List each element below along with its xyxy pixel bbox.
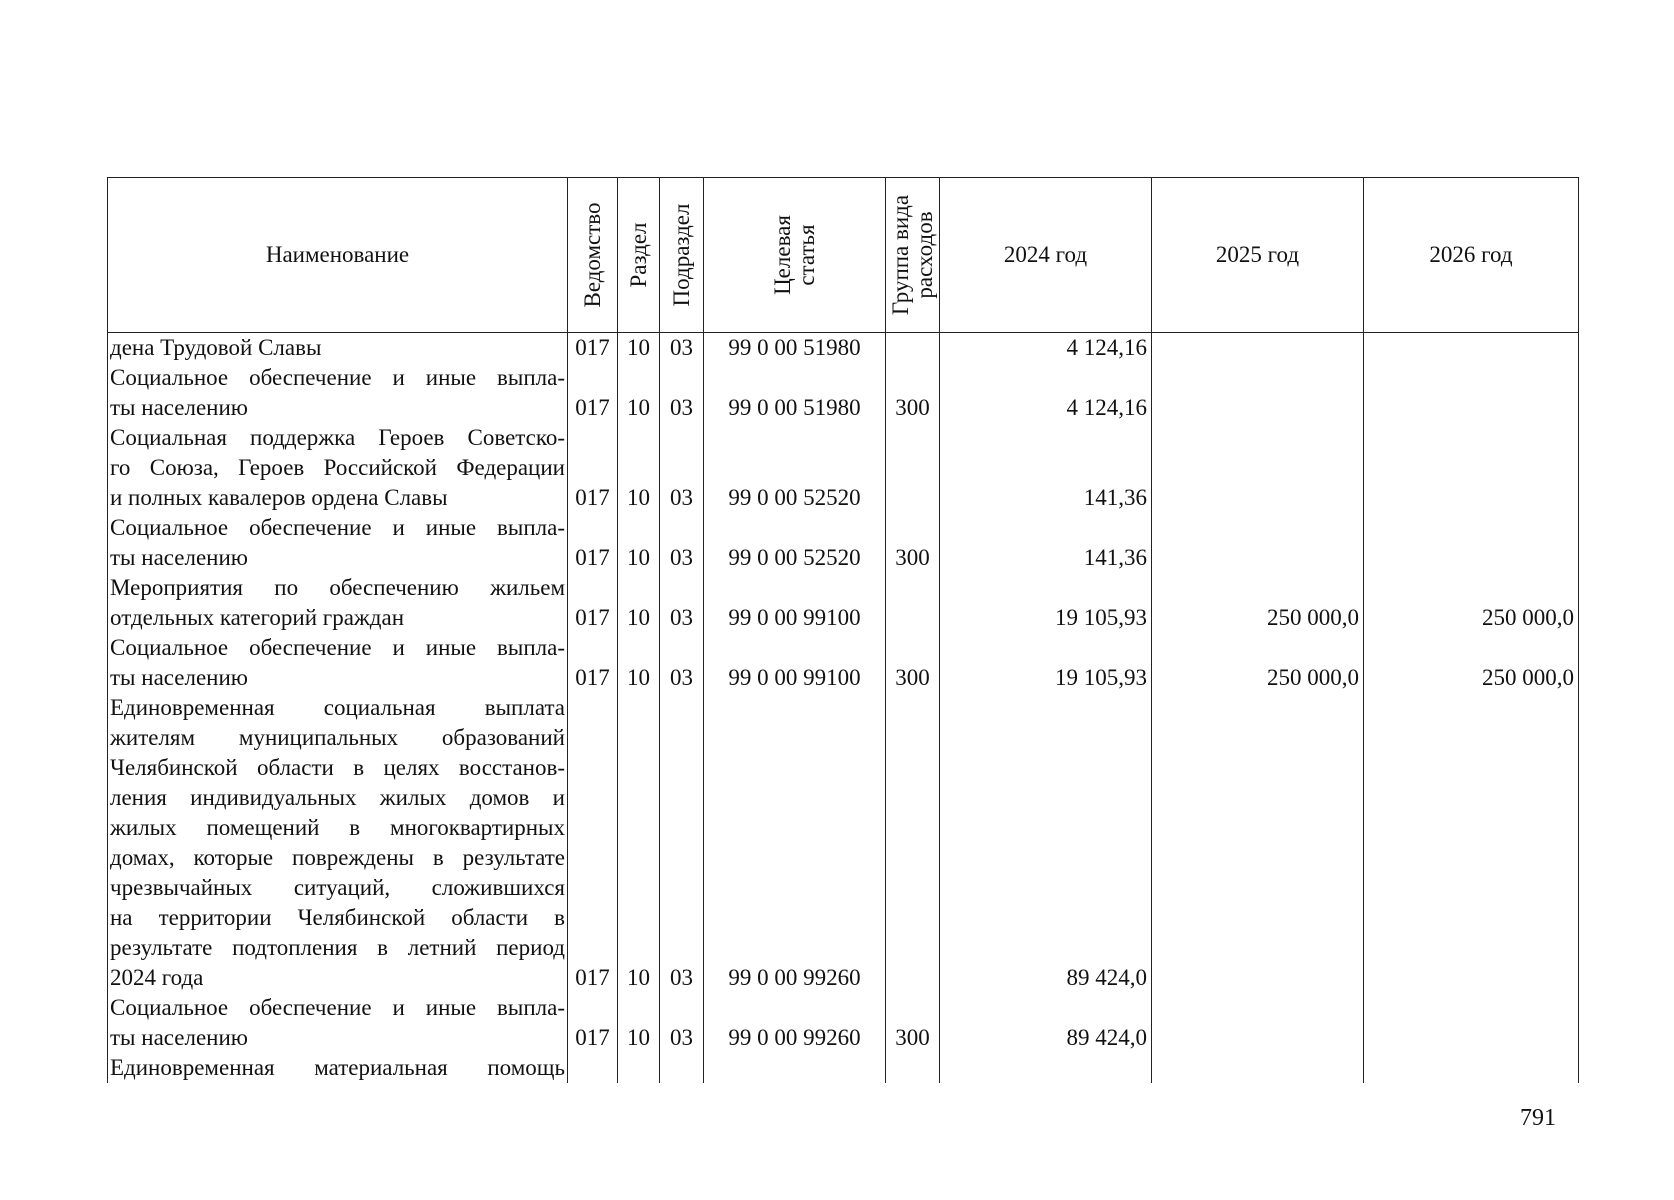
header-2024: 2024 год [940, 178, 1152, 333]
header-target-line1: Целевая [769, 215, 795, 295]
row-name-line: ления индивидуальных жилых домов и [110, 785, 565, 810]
row-y2026-cell [1364, 513, 1579, 573]
row-target-cell: 99 0 00 99260 [704, 693, 886, 993]
row-y2024-cell: 141,36 [940, 423, 1152, 513]
row-y2024-cell: 89 424,0 [940, 693, 1152, 993]
row-name-cell [108, 363, 568, 423]
header-name: Наименование [108, 178, 568, 333]
row-name-line: домах, которые повреждены в результате [110, 845, 565, 870]
row-y2024-cell [940, 1053, 1152, 1083]
row-name-line: Социальная поддержка Героев Советско- [110, 425, 565, 450]
row-name-cell [108, 633, 568, 693]
row-group-cell [886, 1053, 940, 1083]
row-target-cell: 99 0 00 52520 [704, 423, 886, 513]
row-y2025-cell [1152, 423, 1364, 513]
row-y2026-cell [1364, 423, 1579, 513]
row-name-line: дена Трудовой Славы [110, 335, 322, 360]
row-y2024-cell: 19 105,93 [940, 633, 1152, 693]
row-y2026-cell: 250 000,0 [1364, 573, 1579, 633]
row-y2024-cell: 89 424,0 [940, 993, 1152, 1053]
row-subsection-cell [660, 1053, 704, 1083]
row-dept-cell: 017 [568, 513, 618, 573]
row-y2025-cell: 250 000,0 [1152, 573, 1364, 633]
row-dept-cell [568, 1053, 618, 1083]
row-target-cell: 99 0 00 99100 [704, 633, 886, 693]
table-header [108, 178, 1579, 333]
row-y2024-cell: 141,36 [940, 513, 1152, 573]
header-group [886, 178, 940, 333]
row-dept-cell: 017 [568, 693, 618, 993]
row-subsection-cell: 03 [660, 333, 704, 364]
row-group-cell: 300 [886, 993, 940, 1053]
header-section: Раздел [618, 178, 660, 333]
row-name-line: Единовременная социальная выплата [110, 695, 565, 720]
row-name-line: Единовременная материальная помощь [110, 1055, 565, 1080]
row-subsection-cell: 03 [660, 423, 704, 513]
row-y2026-cell [1364, 363, 1579, 423]
row-name-line: 2024 года [110, 965, 204, 990]
row-name-line: ты населению [110, 1025, 248, 1050]
row-dept-cell: 017 [568, 633, 618, 693]
table-row [108, 423, 1579, 513]
row-y2025-cell [1152, 693, 1364, 993]
table-row [108, 513, 1579, 573]
table-row [108, 1053, 1579, 1083]
row-target-cell: 99 0 00 99260 [704, 993, 886, 1053]
row-name-cell [108, 333, 568, 364]
row-name-line: Мероприятия по обеспечению жильем [110, 575, 565, 600]
row-section-cell: 10 [618, 693, 660, 993]
row-name-line: Челябинской области в целях восстанов- [110, 755, 565, 780]
row-section-cell: 10 [618, 333, 660, 364]
row-group-cell [886, 423, 940, 513]
table-row [108, 993, 1579, 1053]
header-2026: 2026 год [1364, 178, 1579, 333]
row-y2025-cell: 250 000,0 [1152, 633, 1364, 693]
row-dept-cell: 017 [568, 423, 618, 513]
row-subsection-cell: 03 [660, 693, 704, 993]
row-y2026-cell [1364, 1053, 1579, 1083]
row-section-cell: 10 [618, 633, 660, 693]
table-row [108, 693, 1579, 993]
row-target-cell: 99 0 00 51980 [704, 363, 886, 423]
row-name-cell [108, 993, 568, 1053]
row-name-cell [108, 513, 568, 573]
header-dept: Ведомство [568, 178, 618, 333]
table-row [108, 573, 1579, 633]
row-name-line: жителям муниципальных образований [110, 725, 565, 750]
row-name-cell [108, 693, 568, 993]
row-name-line: Социальное обеспечение и иные выпла- [110, 635, 565, 660]
row-y2025-cell [1152, 1053, 1364, 1083]
row-name-line: ты населению [110, 545, 248, 570]
table-row [108, 633, 1579, 693]
header-target-line2: статья [793, 224, 819, 286]
header-group-line2: расходов [911, 211, 937, 299]
row-name-line: результате подтопления в летний период [110, 935, 565, 960]
row-name-cell [108, 423, 568, 513]
row-y2024-cell: 19 105,93 [940, 573, 1152, 633]
row-target-cell: 99 0 00 52520 [704, 513, 886, 573]
row-name-line: Социальное обеспечение и иные выпла- [110, 365, 565, 390]
table-row [108, 363, 1579, 423]
row-y2025-cell [1152, 513, 1364, 573]
row-dept-cell: 017 [568, 363, 618, 423]
row-name-line: Социальное обеспечение и иные выпла- [110, 515, 565, 540]
page-number: 791 [1520, 1105, 1556, 1131]
row-y2024-cell: 4 124,16 [940, 333, 1152, 364]
header-group-line1: Группа вида [887, 194, 913, 316]
row-section-cell: 10 [618, 993, 660, 1053]
row-target-cell [704, 1053, 886, 1083]
header-2025: 2025 год [1152, 178, 1364, 333]
header-subsection: Подраздел [660, 178, 704, 333]
row-y2025-cell [1152, 363, 1364, 423]
row-name-line: и полных кавалеров ордена Славы [110, 485, 448, 510]
row-dept-cell: 017 [568, 573, 618, 633]
row-name-cell [108, 573, 568, 633]
row-section-cell: 10 [618, 513, 660, 573]
row-y2026-cell [1364, 693, 1579, 993]
row-subsection-cell: 03 [660, 513, 704, 573]
row-group-cell: 300 [886, 363, 940, 423]
row-y2025-cell [1152, 333, 1364, 364]
row-section-cell: 10 [618, 573, 660, 633]
row-subsection-cell: 03 [660, 573, 704, 633]
row-dept-cell: 017 [568, 333, 618, 364]
row-group-cell: 300 [886, 513, 940, 573]
row-subsection-cell: 03 [660, 633, 704, 693]
row-target-cell: 99 0 00 99100 [704, 573, 886, 633]
row-y2024-cell: 4 124,16 [940, 363, 1152, 423]
row-name-line: отдельных категорий граждан [110, 605, 405, 630]
row-group-cell [886, 693, 940, 993]
row-name-cell [108, 1053, 568, 1083]
row-section-cell: 10 [618, 423, 660, 513]
row-subsection-cell: 03 [660, 363, 704, 423]
row-name-line: ты населению [110, 395, 248, 420]
row-y2026-cell: 250 000,0 [1364, 633, 1579, 693]
budget-table [107, 177, 1579, 1083]
row-section-cell: 10 [618, 363, 660, 423]
row-y2026-cell [1364, 333, 1579, 364]
row-target-cell: 99 0 00 51980 [704, 333, 886, 364]
row-section-cell [618, 1053, 660, 1083]
row-y2025-cell [1152, 993, 1364, 1053]
row-group-cell [886, 573, 940, 633]
row-name-line: на территории Челябинской области в [110, 905, 565, 930]
row-name-line: ты населению [110, 665, 248, 690]
row-name-line: жилых помещений в многоквартирных [110, 815, 565, 840]
row-name-line: Социальное обеспечение и иные выпла- [110, 995, 565, 1020]
row-dept-cell: 017 [568, 993, 618, 1053]
row-name-line: чрезвычайных ситуаций, сложившихся [110, 875, 565, 900]
row-name-line: го Союза, Героев Российской Федерации [110, 455, 565, 480]
row-y2026-cell [1364, 993, 1579, 1053]
table-body [108, 333, 1579, 1084]
row-group-cell [886, 333, 940, 364]
row-group-cell: 300 [886, 633, 940, 693]
row-subsection-cell: 03 [660, 993, 704, 1053]
header-target [704, 178, 886, 333]
table-row [108, 333, 1579, 364]
